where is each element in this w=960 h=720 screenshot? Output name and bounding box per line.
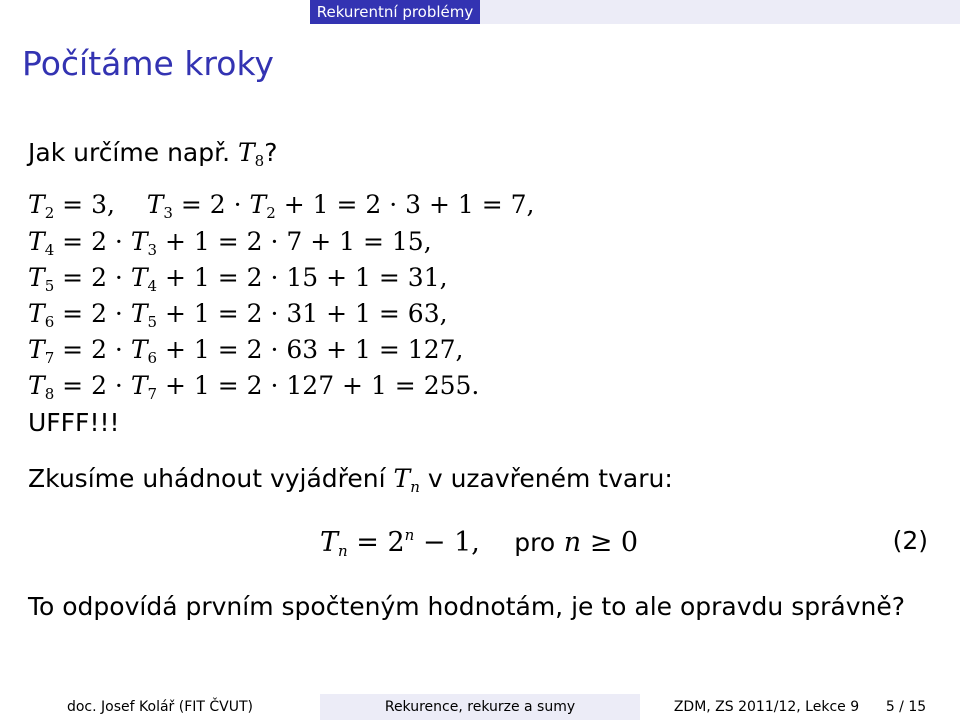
closing-text: To odpovídá prvním spočteným hodnotám, je to ale opravdu správně? [28,592,905,621]
computation-line-3: $T_5 = 2 \cdot T_4 + 1 = 2 \cdot 15 + 1 = 31$, [28,263,448,295]
guess-suffix: v uzavřeném tvaru: [427,464,673,493]
question-prefix: Jak určíme např. [28,138,231,167]
footer-page: 5 / 15 [885,699,927,715]
guess-math: $T_n$ [393,464,420,496]
question-suffix: ? [264,138,278,167]
header-section-label[interactable]: Rekurentní problémy [310,0,480,24]
header-bar [0,0,960,24]
computation-line-6: $T_8 = 2 \cdot T_7 + 1 = 2 \cdot 127 + 1 = 255$. [28,371,480,403]
footer-course-page [640,694,960,720]
question-math: $T_8$ [237,138,265,170]
computation-line-5: $T_7 = 2 \cdot T_6 + 1 = 2 \cdot 63 + 1 = 127$, [28,335,464,367]
ufff-text: UFFF!!! [28,408,120,437]
computation-line-1: $T_2 = 3$, $T_3 = 2 \cdot T_2 + 1 = 2 \cdot 3 + 1 = 7$, [28,190,535,222]
footer-author: doc. Josef Kolář (FIT ČVUT) [0,694,320,720]
guess-prefix: Zkusíme uhádnout vyjádření [28,464,386,493]
footer-course: ZDM, ZS 2011/12, Lekce 9 [673,699,860,715]
equation-number: (2) [892,526,928,555]
computation-line-4: $T_6 = 2 \cdot T_5 + 1 = 2 \cdot 31 + 1 = 63$, [28,299,448,331]
equation-lhs: $T_n = 2^n - 1$, [320,526,480,560]
footer-bar [0,694,960,720]
computation-line-2: $T_4 = 2 \cdot T_3 + 1 = 2 \cdot 7 + 1 = 15$, [28,227,432,259]
closed-form-equation [320,526,638,560]
equation-condition: n ≥ 0 [563,527,639,558]
question-line [28,138,278,170]
slide-title: Počítáme kroky [22,44,274,83]
equation-word: pro [514,528,556,557]
header-rest [480,0,960,24]
header-blank [0,0,310,24]
footer-lecture-title[interactable]: Rekurence, rekurze a sumy [320,694,640,720]
guess-line [28,464,673,496]
